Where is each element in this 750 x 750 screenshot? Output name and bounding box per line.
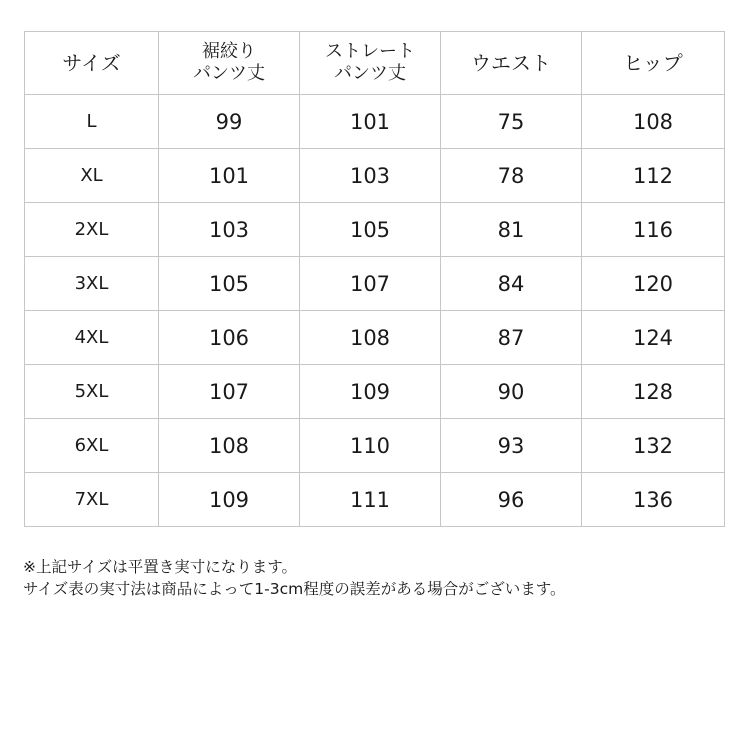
note-line-flat-measurement: ※上記サイズは平置き実寸になります。 [23,558,298,576]
straight-length-cell: 110 [300,419,441,473]
tapered-length-cell: 107 [159,365,300,419]
note-line-tolerance: サイズ表の実寸法は商品によって1-3cm程度の誤差がある場合がございます。 [23,580,566,598]
waist-cell: 78 [441,149,582,203]
straight-length-cell: 108 [300,311,441,365]
waist-cell: 81 [441,203,582,257]
table-row [25,473,725,527]
tapered-length-cell: 103 [159,203,300,257]
tapered-length-cell: 109 [159,473,300,527]
straight-length-cell: 103 [300,149,441,203]
table-row [25,311,725,365]
tapered-length-cell: 108 [159,419,300,473]
size-cell: 4XL [25,311,159,365]
header-waist: ウエスト [441,32,582,95]
header-row [25,32,725,95]
hip-cell: 128 [582,365,725,419]
size-cell: 3XL [25,257,159,311]
table-row [25,95,725,149]
waist-cell: 75 [441,95,582,149]
waist-cell: 84 [441,257,582,311]
hip-cell: 120 [582,257,725,311]
hip-cell: 132 [582,419,725,473]
tapered-length-cell: 106 [159,311,300,365]
straight-length-cell: 107 [300,257,441,311]
size-cell: 6XL [25,419,159,473]
table-row [25,257,725,311]
hip-cell: 136 [582,473,725,527]
hip-cell: 124 [582,311,725,365]
size-cell: 7XL [25,473,159,527]
header-straight-pants-length: ストレート パンツ丈 [300,32,441,95]
table-row [25,365,725,419]
hip-cell: 112 [582,149,725,203]
tapered-length-cell: 99 [159,95,300,149]
waist-cell: 93 [441,419,582,473]
header-tapered-pants-length: 裾絞り パンツ丈 [159,32,300,95]
straight-length-cell: 109 [300,365,441,419]
table-row [25,203,725,257]
hip-cell: 108 [582,95,725,149]
table-row [25,419,725,473]
tapered-length-cell: 105 [159,257,300,311]
size-cell: XL [25,149,159,203]
size-cell: L [25,95,159,149]
hip-cell: 116 [582,203,725,257]
size-cell: 2XL [25,203,159,257]
size-cell: 5XL [25,365,159,419]
straight-length-cell: 101 [300,95,441,149]
header-size: サイズ [25,32,159,95]
waist-cell: 96 [441,473,582,527]
size-notes [23,556,565,600]
tapered-length-cell: 101 [159,149,300,203]
straight-length-cell: 105 [300,203,441,257]
header-hip: ヒップ [582,32,725,95]
waist-cell: 87 [441,311,582,365]
size-chart-table [24,31,725,527]
table-row [25,149,725,203]
waist-cell: 90 [441,365,582,419]
straight-length-cell: 111 [300,473,441,527]
